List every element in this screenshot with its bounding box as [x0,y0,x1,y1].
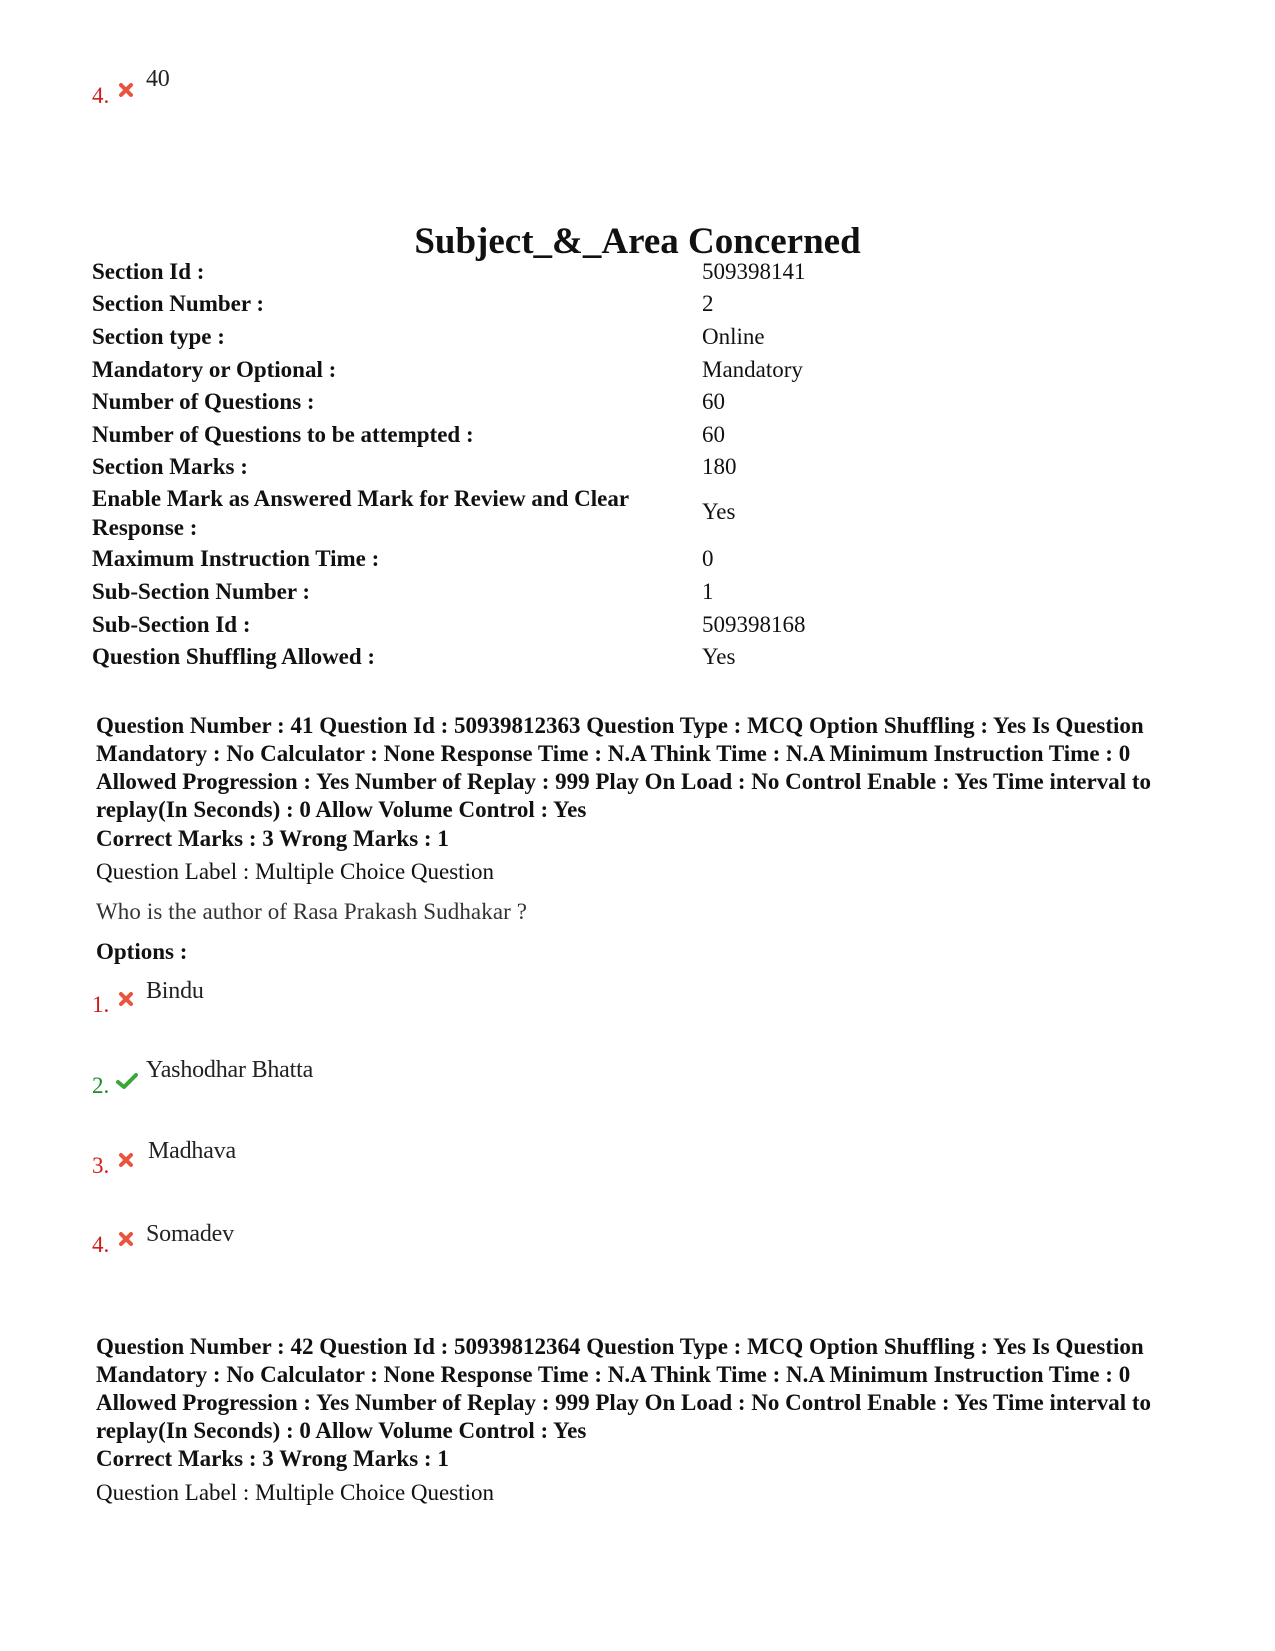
row-label: Question Shuffling Allowed : [92,644,376,669]
row-value: 60 [702,422,725,447]
option-text: Madhava [148,1138,236,1164]
row-label: Number of Questions : [92,389,315,414]
row-value: 0 [702,546,714,571]
option-number: 3. [92,1153,110,1178]
cross-icon [118,991,134,1007]
row-value: 180 [702,454,737,479]
option-number: 4. [92,1232,110,1257]
option-text: Bindu [146,978,204,1004]
cross-icon [118,1231,134,1247]
row-value: 60 [702,389,725,414]
question-marks: Correct Marks : 3 Wrong Marks : 1 [96,826,449,851]
row-value: Yes [702,644,736,669]
option-number: 1. [92,992,110,1017]
row-label: Section Marks : [92,454,248,479]
option-number: 4. [92,83,110,108]
row-label: Section Number : [92,291,265,316]
cross-icon [118,1152,134,1168]
check-icon [116,1072,138,1090]
row-value: 509398141 [702,259,806,284]
option-number: 2. [92,1073,110,1098]
row-label: Section type : [92,324,225,349]
row-value: Yes [702,499,736,524]
row-label: Mandatory or Optional : [92,357,337,382]
row-value: Mandatory [702,357,803,382]
option-text: Yashodhar Bhatta [146,1057,314,1083]
row-value: 2 [702,291,714,316]
row-label: Maximum Instruction Time : [92,546,380,571]
cross-icon [118,82,134,98]
option-text: 40 [146,66,170,92]
question-label: Question Label : Multiple Choice Question [96,859,494,884]
row-label: Sub-Section Id : [92,612,251,637]
row-value: 1 [702,579,714,604]
option-text: Somadev [146,1221,234,1247]
question-label: Question Label : Multiple Choice Question [96,1480,494,1505]
options-heading: Options : [96,939,188,964]
row-value: Online [702,324,765,349]
question-header: Question Number : 41 Question Id : 50939812363 Question Type : MCQ Option Shuffling : Yes Is Question Mandatory : No Calculator : None Response Time : N.A Think Time : N.A Minimum Instruction Time : 0 Allowed Progression : Yes Number of Replay : 999 Play On Load : No Control Enable : Yes Time interval to replay(In Seconds) : 0 Allow Volume Control : Yes [96,713,1152,822]
row-value: 509398168 [702,612,806,637]
question-marks: Correct Marks : 3 Wrong Marks : 1 [96,1446,449,1471]
row-label: Section Id : [92,259,205,284]
question-header: Question Number : 42 Question Id : 50939812364 Question Type : MCQ Option Shuffling : Yes Is Question Mandatory : No Calculator : None Response Time : N.A Think Time : N.A Minimum Instruction Time : 0 Allowed Progression : Yes Number of Replay : 999 Play On Load : No Control Enable : Yes Time interval to replay(In Seconds) : 0 Allow Volume Control : Yes [96,1334,1152,1443]
section-title: Subject_&_Area Concerned [414,221,861,262]
row-label: Number of Questions to be attempted : [92,422,474,447]
row-label: Enable Mark as Answered Mark for Review and Clear Response : [92,486,629,540]
row-label: Sub-Section Number : [92,579,311,604]
question-text: Who is the author of Rasa Prakash Sudhakar ? [96,899,528,924]
